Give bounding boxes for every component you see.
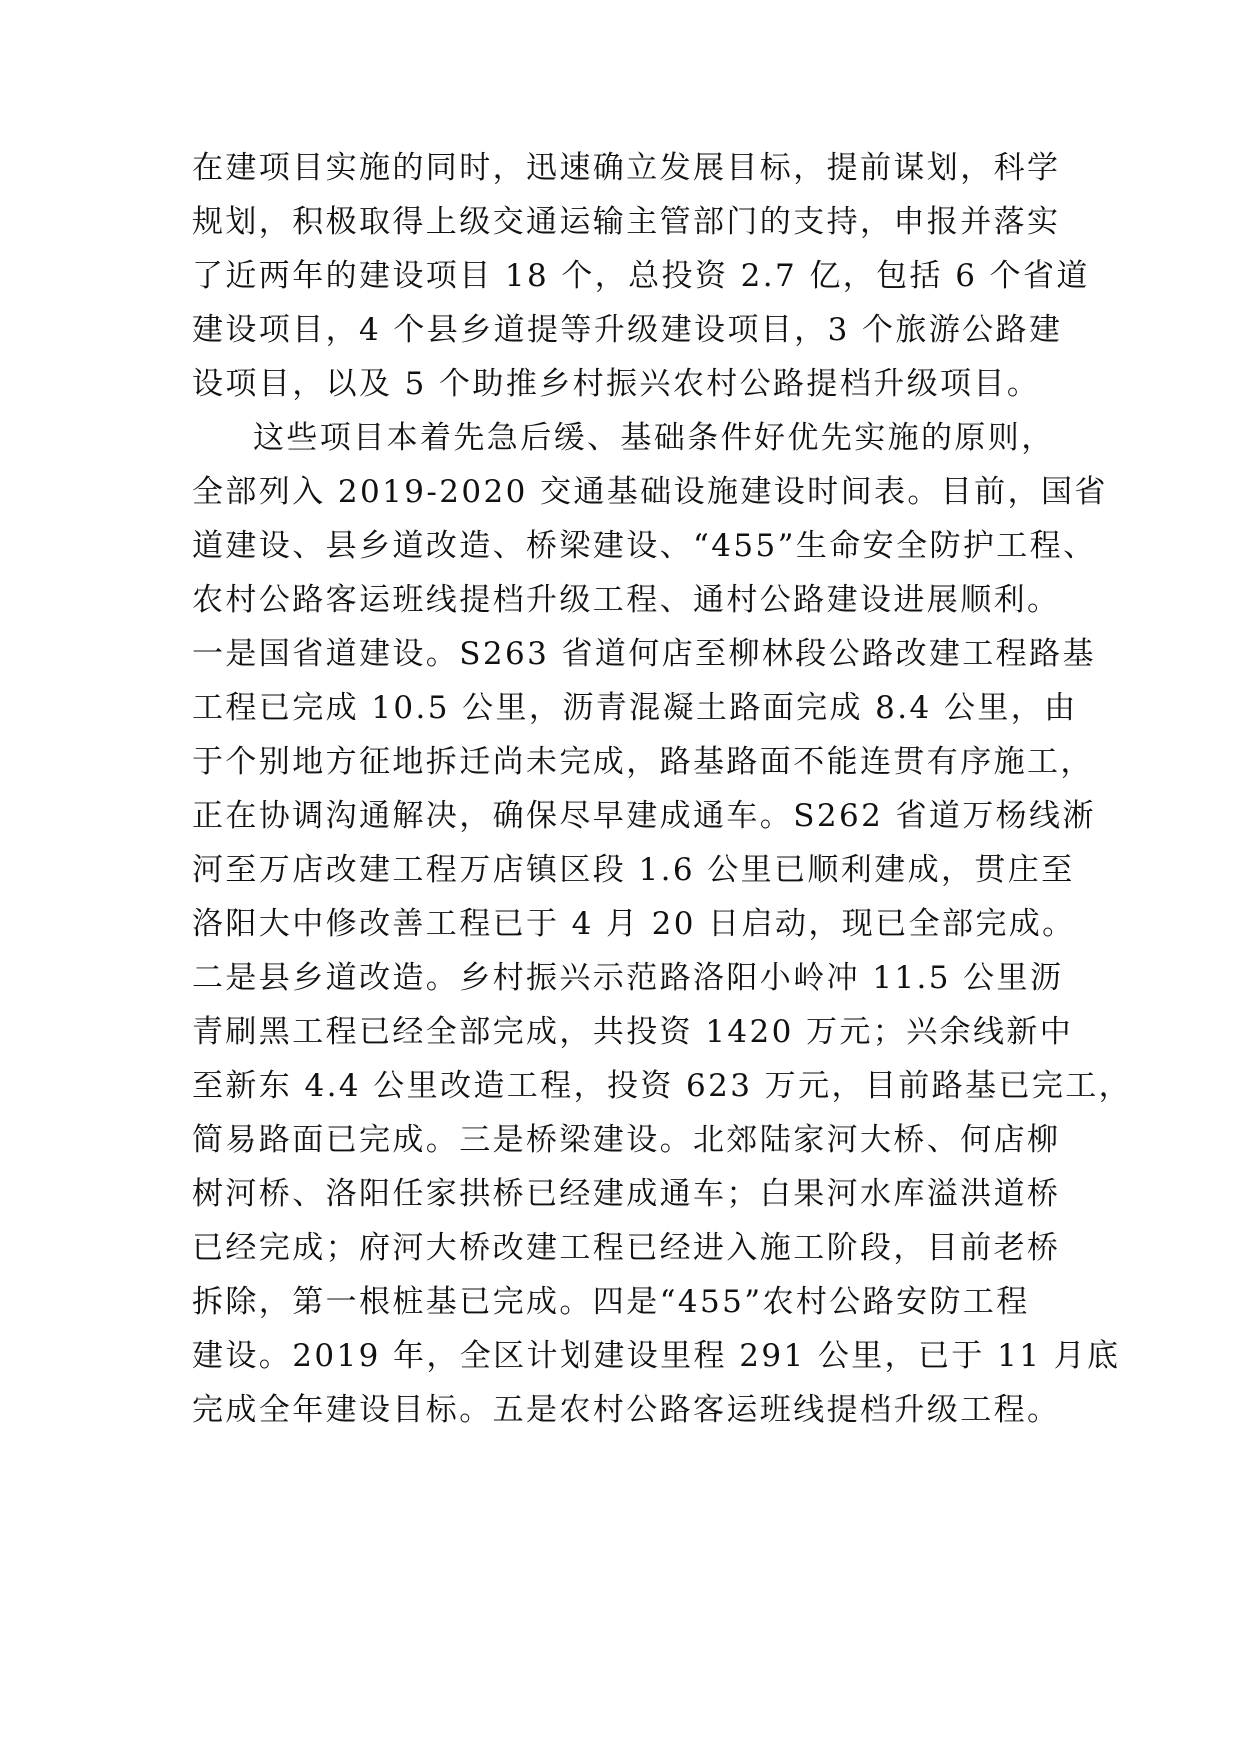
paragraph-2-line-16: 已经完成；府河大桥改建工程已经进入施工阶段，目前老桥 [192, 1230, 1061, 1266]
paragraph-2-line-8: 正在协调沟通解决，确保尽早建成通车。S262 省道万杨线淅 [192, 798, 1096, 834]
paragraph-2-line-4: 农村公路客运班线提档升级工程、通村公路建设进展顺利。 [192, 582, 1061, 618]
paragraph-2-line-9: 河至万店改建工程万店镇区段 1.6 公里已顺利建成，贯庄至 [192, 852, 1075, 888]
paragraph-2-line-6: 工程已完成 10.5 公里，沥青混凝土路面完成 8.4 公里，由 [192, 690, 1078, 726]
paragraph-2-line-18: 建设。2019 年，全区计划建设里程 291 公里，已于 11 月底 [192, 1338, 1121, 1374]
paragraph-2-line-15: 树河桥、洛阳任家拱桥已经建成通车；白果河水库溢洪道桥 [192, 1176, 1061, 1212]
paragraph-2-line-2: 全部列入 2019-2020 交通基础设施建设时间表。目前，国省 [192, 474, 1108, 510]
paragraph-2-line-10: 洛阳大中修改善工程已于 4 月 20 日启动，现已全部完成。 [192, 906, 1076, 942]
paragraph-1-line-2: 规划，积极取得上级交通运输主管部门的支持，申报并落实 [192, 204, 1061, 240]
paragraph-2-line-13: 至新东 4.4 公里改造工程，投资 623 万元，目前路基已完工， [192, 1068, 1133, 1104]
paragraph-1-line-1: 在建项目实施的同时，迅速确立发展目标，提前谋划，科学 [192, 150, 1061, 186]
paragraph-2-line-11: 二是县乡道改造。乡村振兴示范路洛阳小岭冲 11.5 公里沥 [192, 960, 1064, 996]
paragraph-2-line-7: 于个别地方征地拆迁尚未完成，路基路面不能连贯有序施工， [192, 744, 1094, 780]
paragraph-2-line-5: 一是国省道建设。S263 省道何店至柳林段公路改建工程路基 [192, 636, 1096, 672]
paragraph-2-line-14: 简易路面已完成。三是桥梁建设。北郊陆家河大桥、何店柳 [192, 1122, 1061, 1158]
paragraph-2-line-1: 这些项目本着先急后缓、基础条件好优先实施的原则， [253, 420, 1055, 456]
paragraph-2-line-12: 青刷黑工程已经全部完成，共投资 1420 万元；兴余线新中 [192, 1014, 1074, 1050]
paragraph-2-line-19: 完成全年建设目标。五是农村公路客运班线提档升级工程。 [192, 1392, 1061, 1428]
paragraph-2-line-17: 拆除，第一根桩基已完成。四是“455”农村公路安防工程 [192, 1284, 1030, 1320]
paragraph-2-line-3: 道建设、县乡道改造、桥梁建设、“455”生命安全防护工程、 [192, 528, 1097, 564]
paragraph-1-line-4: 建设项目，4 个县乡道提等升级建设项目，3 个旅游公路建 [192, 312, 1063, 348]
paragraph-1-line-5: 设项目，以及 5 个助推乡村振兴农村公路提档升级项目。 [192, 366, 1041, 402]
paragraph-1-line-3: 了近两年的建设项目 18 个，总投资 2.7 亿，包括 6 个省道 [192, 258, 1090, 294]
